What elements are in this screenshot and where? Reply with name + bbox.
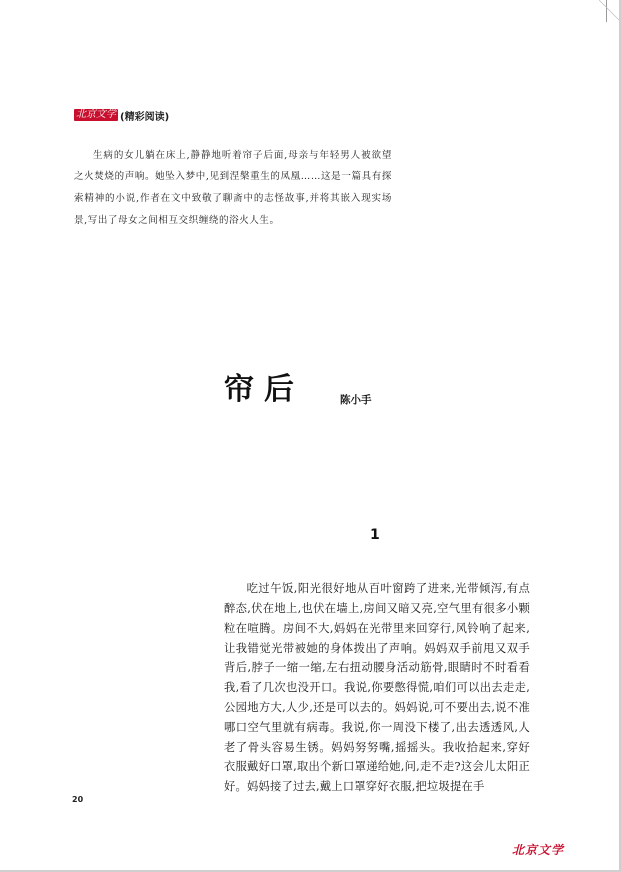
intro-summary: 生病的女儿躺在床上,静静地听着帘子后面,母亲与年轻男人被欲望之火焚烧的声响。她坠入梦中,见到涅槃重生的凤凰……这是一篇具有探索精神的小说,作者在文中致敬了聊斋中的志怪故事,并将其嵌入现实场景,写出了母女之间相互交织缠绕的浴火人生。: [74, 149, 392, 226]
brand-logo-badge: 北京文学: [76, 109, 116, 120]
story-title: 帘后: [224, 372, 304, 407]
chapter-number: 1: [370, 527, 380, 543]
page-number: 20: [72, 795, 84, 804]
section-label: (精彩阅读): [120, 111, 170, 123]
section-tag: [74, 108, 169, 122]
story-body: 吃过午饭,阳光很好地从百叶窗跨了进来,光带倾泻,有点醉态,伏在地上,也伏在墙上,房间又暗又亮,空气里有很多小颗粒在喧腾。房间不大,妈妈在光带里来回穿行,风铃响了起来,让我错觉光带被她的身体拨出了声响。妈妈双手前甩又双手背后,脖子一缩一缩,左右扭动腰身活动筋骨,眼睛时不时看看我,看了几次也没开口。我说,你要憋得慌,咱们可以出去走走,公园地方大,人少,还是可以去的。妈妈说,可不要出去,说不准哪口空气里就有病毒。我说,你一周没下楼了,出去透透风,人老了骨头容易生锈。妈妈努努嘴,摇摇头。我收拾起来,穿好衣服戴好口罩,取出个新口罩递给她,问,走不走?这会儿太阳正好。妈妈接了过去,戴上口罩穿好衣服,把垃圾提在手: [224, 582, 530, 794]
story-author: 陈小手: [340, 394, 372, 406]
footer-brand-logo: 北京文学: [512, 843, 565, 857]
page-corner-fold: [599, 0, 621, 22]
